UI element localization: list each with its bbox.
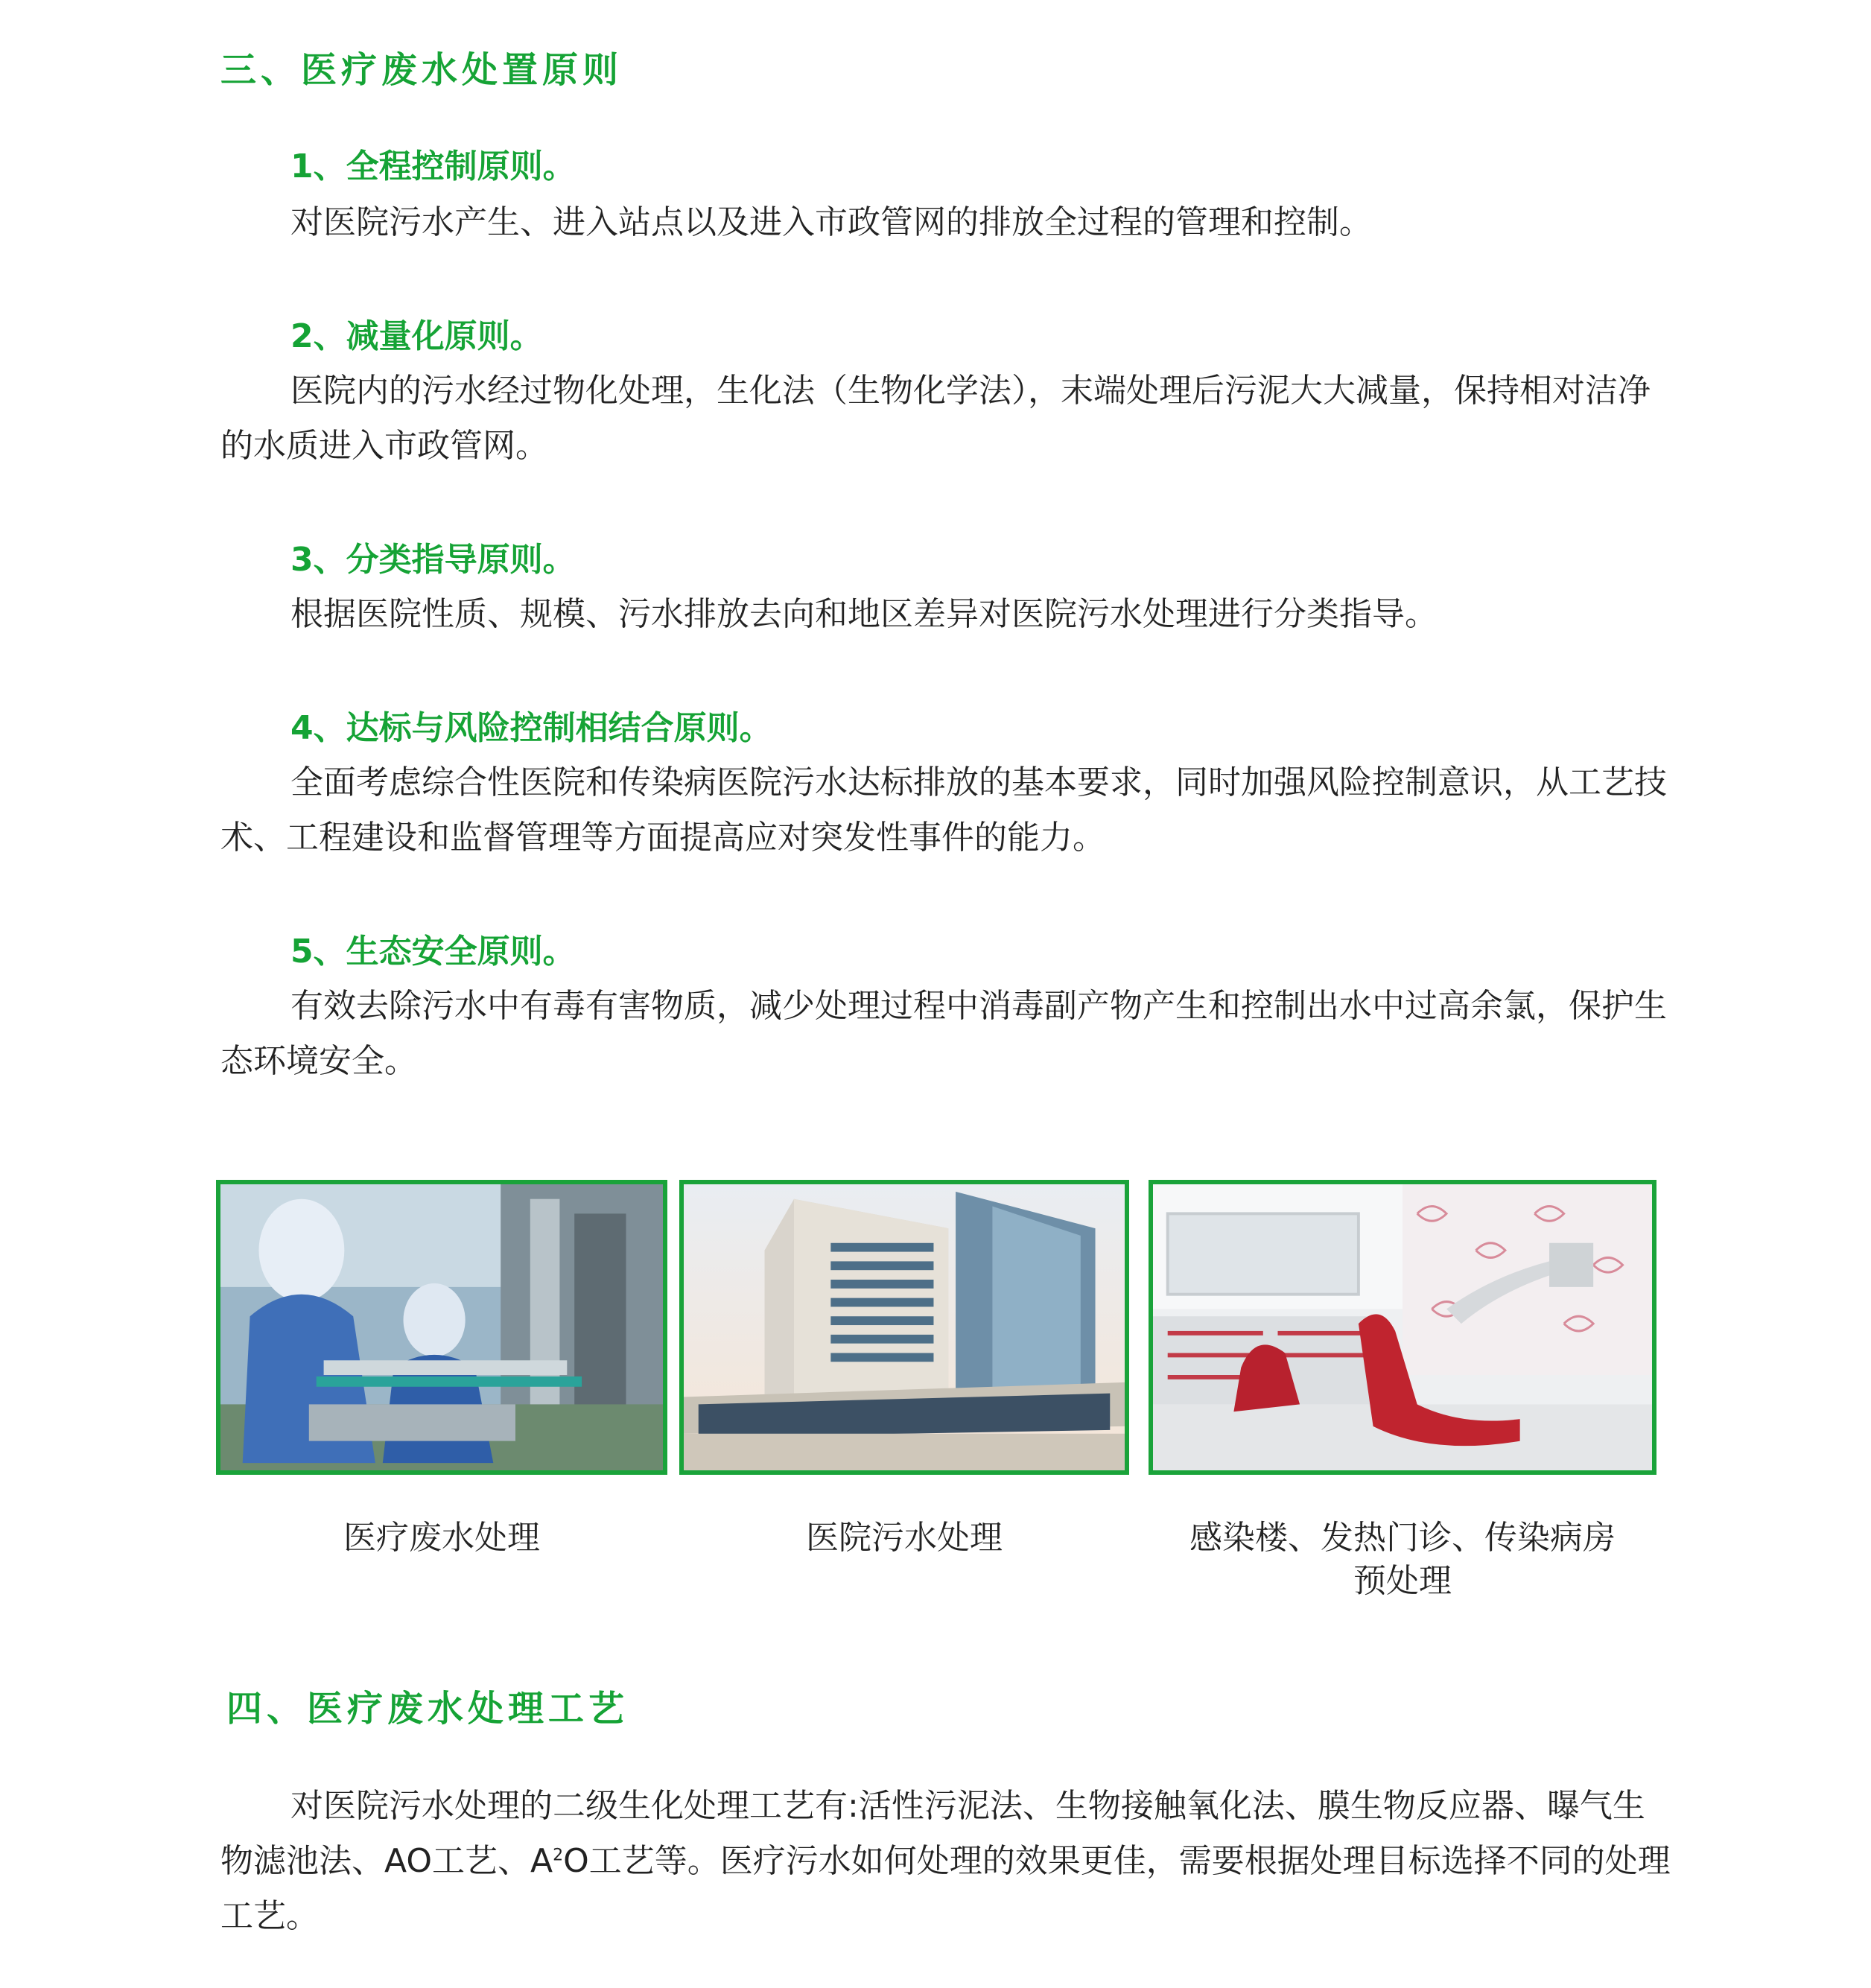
principle-4-body: 全面考虑综合性医院和传染病医院污水达标排放的基本要求，同时加强风险控制意识，从工艺技术、工程建设和监督管理等方面提高应对突发性事件的能力。	[220, 763, 1667, 857]
photo-lab-workers	[216, 1180, 667, 1475]
caption-photo-3-line-2: 预处理	[1353, 1562, 1452, 1600]
principle-3-title: 3、分类指导原则。	[290, 541, 576, 579]
caption-photo-2: 医院污水处理	[806, 1519, 1003, 1557]
photo-dental-room	[1149, 1180, 1656, 1475]
caption-photo-1: 医疗废水处理	[343, 1519, 540, 1557]
caption-photo-3-line-1: 感染楼、发热门诊、传染病房	[1189, 1519, 1616, 1557]
section-4-body-part-2: O工艺等。医疗污水如何处理的效果更佳，需要根据处理目标选择不同的处理工艺。	[220, 1842, 1671, 1935]
superscript-2: 2	[553, 1846, 564, 1865]
principle-5-body: 有效去除污水中有毒有害物质，减少处理过程中消毒副产物产生和控制出水中过高余氯，保护生态环境安全。	[220, 987, 1667, 1080]
section-4-body	[220, 1779, 1673, 1944]
dental-room-image	[1153, 1184, 1652, 1470]
principle-1-title: 1、全程控制原则。	[290, 147, 576, 185]
principle-4-title: 4、达标与风险控制相结合原则。	[290, 709, 772, 747]
section-4-title: 四、医疗废水处理工艺	[226, 1688, 629, 1730]
section-4-body-part-1: 对医院污水处理的二级生化处理工艺有:活性污泥法、生物接触氧化法、膜生物反应器、曝气生物滤池法、AO工艺、A	[220, 1787, 1645, 1880]
section-3-title: 三、医疗废水处置原则	[220, 49, 623, 91]
principle-3-body: 根据医院性质、规模、污水排放去向和地区差异对医院污水处理进行分类指导。	[290, 595, 1438, 633]
photo-hospital-building	[679, 1180, 1129, 1475]
lab-workers-image	[220, 1184, 663, 1470]
caption-photo-3	[1149, 1517, 1656, 1603]
hospital-building-image	[684, 1184, 1125, 1470]
principle-2-body: 医院内的污水经过物化处理，生化法（生物化学法），末端处理后污泥大大减量，保持相对洁净的水质进入市政管网。	[220, 372, 1651, 465]
principle-5-title: 5、生态安全原则。	[290, 933, 576, 971]
principle-2-title: 2、减量化原则。	[290, 317, 543, 355]
principle-1-body: 对医院污水产生、进入站点以及进入市政管网的排放全过程的管理和控制。	[290, 203, 1372, 241]
